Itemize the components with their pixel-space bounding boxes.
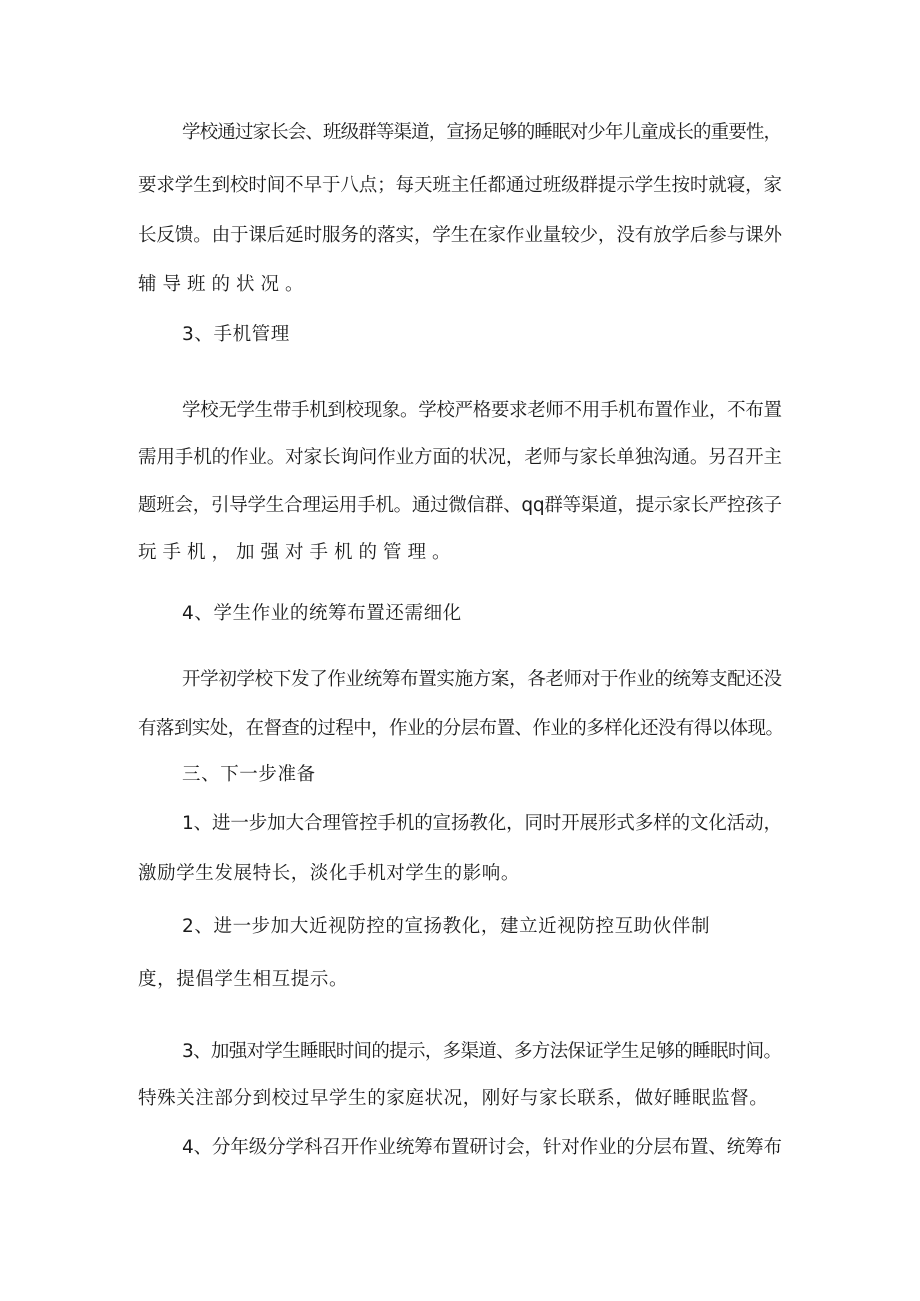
text-line: 学校无学生带手机到校现象。学校严格要求老师不用手机布置作业，不布置 <box>182 400 782 421</box>
text-line: 1、进一步加大合理管控手机的宣扬教化，同时开展形式多样的文化活动， <box>182 813 782 834</box>
text-line: 长反馈。由于课后延时服务的落实，学生在家作业量较少，没有放学后参与课外 <box>138 225 782 246</box>
text-line: 题班会，引导学生合理运用手机。通过微信群、qq群等渠道，提示家长严控孩子 <box>138 495 782 516</box>
text-line: 激励学生发展特长，淡化手机对学生的影响。 <box>138 863 521 884</box>
section-heading-homework-planning: 4、学生作业的统筹布置还需细化 <box>182 603 462 624</box>
text-line: 玩手机，加强对手机的管理。 <box>138 542 457 563</box>
text-line: 要求学生到校时间不早于八点；每天班主任都通过班级群提示学生按时就寝，家 <box>138 175 782 196</box>
text-line: 2、进一步加大近视防控的宣扬教化，建立近视防控互助伙伴制 <box>182 916 711 937</box>
section-heading-phone-management: 3、手机管理 <box>182 324 290 345</box>
text-line: 学校通过家长会、班级群等渠道，宣扬足够的睡眠对少年儿童成长的重要性， <box>182 122 782 143</box>
text-line: 辅导班的状况。 <box>138 274 310 295</box>
text-line: 有落到实处，在督查的过程中，作业的分层布置、作业的多样化还没有得以体现。 <box>138 718 784 739</box>
text-line: 需用手机的作业。对家长询问作业方面的状况，老师与家长单独沟通。另召开主 <box>138 447 782 468</box>
text-line: 特殊关注部分到校过早学生的家庭状况，刚好与家长联系，做好睡眠监督。 <box>138 1088 769 1109</box>
text-line: 3、加强对学生睡眠时间的提示，多渠道、多方法保证学生足够的睡眠时间。 <box>182 1041 782 1062</box>
text-line: 4、分年级分学科召开作业统筹布置研讨会，针对作业的分层布置、统筹布 <box>182 1137 782 1158</box>
text-line: 度，提倡学生相互提示。 <box>138 969 349 990</box>
section-heading-next-steps: 三、下一步准备 <box>182 764 316 785</box>
text-line: 开学初学校下发了作业统筹布置实施方案，各老师对于作业的统筹支配还没 <box>182 669 782 690</box>
